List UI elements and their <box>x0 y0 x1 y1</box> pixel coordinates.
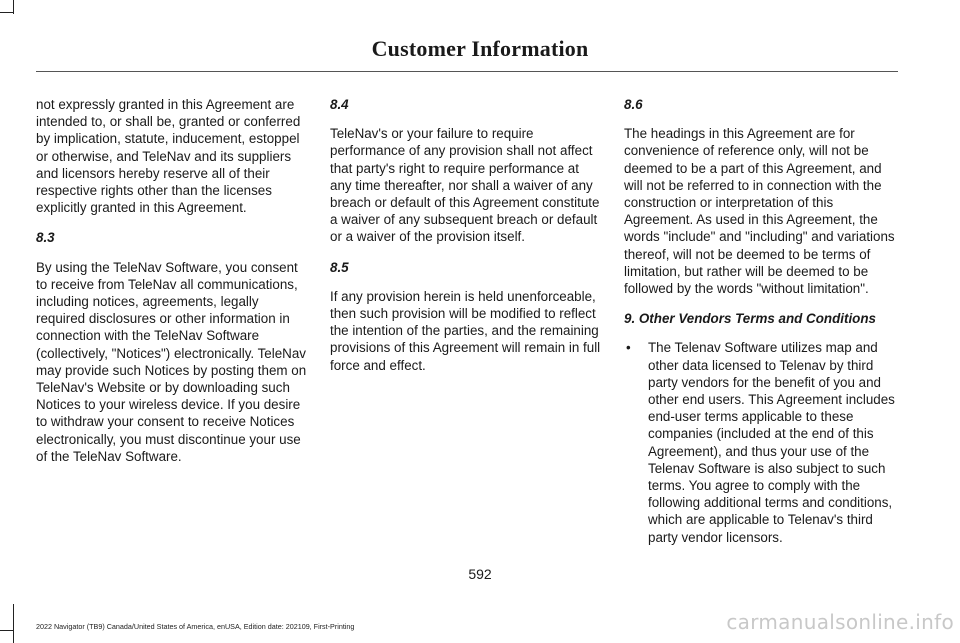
crop-mark-top-left-v <box>13 0 14 14</box>
section-heading-8-4: 8.4 <box>330 97 349 112</box>
column-3 <box>624 96 898 546</box>
bullet-item <box>624 339 898 545</box>
paragraph: If any provision herein is held unenforceable, then such provision will be modified to reflect the intention of the parties, and the remaining provisions of this Agreement will remain in full force and effect. <box>330 288 601 373</box>
section-heading-9: 9. Other Vendors Terms and Conditions <box>624 311 876 327</box>
column-1 <box>36 96 310 478</box>
crop-mark-bottom-left-h <box>0 630 14 631</box>
header-rule <box>36 71 898 72</box>
paragraph: The headings in this Agreement are for convenience of reference only, will not be deemed to be a part of this Agreement, and will not be referred to in connection with the construction or interpretation of this Agreement. As used in this Agreement, the words "include" and "including" and variations thereof, will not be deemed to be terms of limitation, but rather will be deemed to be followed by the words "without limitation". <box>624 126 895 297</box>
section-heading-8-5: 8.5 <box>330 259 349 275</box>
crop-mark-top-left-h <box>0 12 14 13</box>
paragraph: not expressly granted in this Agreement are intended to, or shall be, granted or conferred by implication, statute, inducement, estoppel or otherwise, and TeleNav and its suppliers and licensors hereby reserve all of their respective rights other than the licenses explicitly granted in this Agreement. <box>36 97 301 216</box>
watermark-logo: carmanualsonline.info <box>726 610 954 634</box>
footer-edition: 2022 Navigator (TB9) Canada/United States of America, enUSA, Edition date: 202109, First-Printing <box>36 622 355 631</box>
page-number: 592 <box>468 566 492 582</box>
section-heading-8-3: 8.3 <box>36 230 55 246</box>
page-title: Customer Information <box>371 36 589 61</box>
bullet-text: The Telenav Software utilizes map and other data licensed to Telenav by third party vendors for the benefit of you and other end users. This Agreement includes end-user terms applicable to these companies (included at the end of this Agreement), and thus your use of the Telenav Software is also subject to such terms. You agree to comply with the following additional terms and conditions, which are applicable to Telenav's third party vendor licensors. <box>648 340 895 545</box>
paragraph: TeleNav's or your failure to require performance of any provision shall not affect that party's right to require performance at any time thereafter, nor shall a waiver of any breach or default of this Agreement constitute a waiver of any subsequent breach or default or a waiver of the provision itself. <box>330 126 600 245</box>
paragraph: By using the TeleNav Software, you consent to receive from TeleNav all communications, including notices, agreements, legally required disclosures or other information in connection with the TeleNav Software (collectively, "Notices") electronically. TeleNav may provide such Notices by posting them on TeleNav's Website or by downloading such Notices to your wireless device. If you desire to withdraw your consent to receive Notices electronically, you must discontinue your use of the TeleNav Software. <box>36 259 307 464</box>
column-2 <box>330 96 604 387</box>
crop-mark-bottom-left-v <box>13 604 14 643</box>
section-heading-8-6: 8.6 <box>624 97 643 112</box>
bullet-icon: • <box>626 340 631 356</box>
